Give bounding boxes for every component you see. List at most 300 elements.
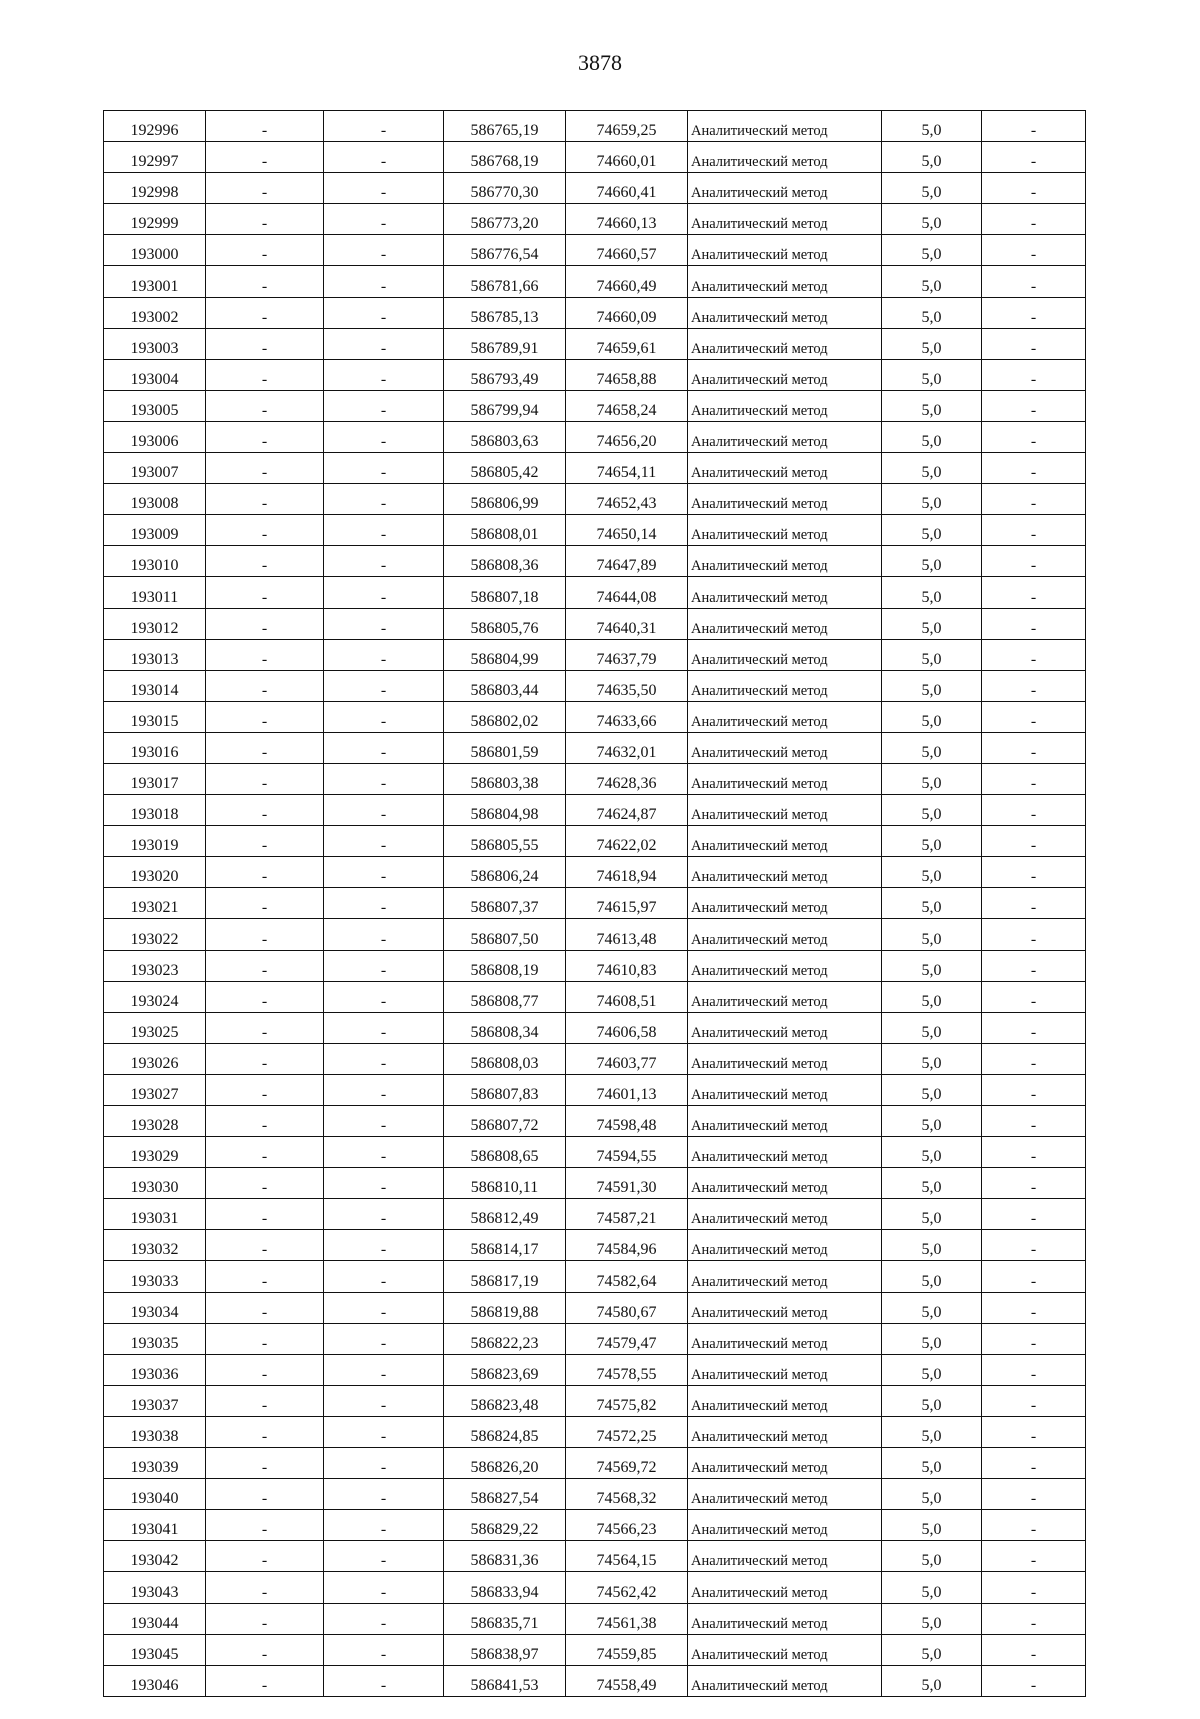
- empty-cell-1: -: [206, 1292, 324, 1323]
- method-cell: Аналитический метод: [688, 173, 882, 204]
- table-body: [104, 111, 1086, 1697]
- x-coordinate-cell: 586841,53: [444, 1665, 566, 1696]
- accuracy-cell: 5,0: [882, 670, 982, 701]
- empty-cell-3: -: [982, 1323, 1086, 1354]
- method-cell: Аналитический метод: [688, 235, 882, 266]
- y-coordinate-cell: 74558,49: [566, 1665, 688, 1696]
- empty-cell-2: -: [324, 1261, 444, 1292]
- empty-cell-3: -: [982, 1106, 1086, 1137]
- point-number-cell: 193045: [104, 1634, 206, 1665]
- y-coordinate-cell: 74660,49: [566, 266, 688, 297]
- table-row: [104, 1230, 1086, 1261]
- empty-cell-3: -: [982, 453, 1086, 484]
- empty-cell-2: -: [324, 919, 444, 950]
- method-cell: Аналитический метод: [688, 328, 882, 359]
- empty-cell-3: -: [982, 546, 1086, 577]
- method-cell: Аналитический метод: [688, 453, 882, 484]
- method-cell: Аналитический метод: [688, 484, 882, 515]
- table-row: [104, 981, 1086, 1012]
- method-cell: Аналитический метод: [688, 111, 882, 142]
- empty-cell-2: -: [324, 1074, 444, 1105]
- y-coordinate-cell: 74564,15: [566, 1541, 688, 1572]
- method-cell: Аналитический метод: [688, 857, 882, 888]
- accuracy-cell: 5,0: [882, 795, 982, 826]
- method-cell: Аналитический метод: [688, 701, 882, 732]
- table-row: [104, 857, 1086, 888]
- accuracy-cell: 5,0: [882, 328, 982, 359]
- table-row: [104, 204, 1086, 235]
- method-cell: Аналитический метод: [688, 732, 882, 763]
- method-cell: Аналитический метод: [688, 515, 882, 546]
- empty-cell-1: -: [206, 826, 324, 857]
- y-coordinate-cell: 74632,01: [566, 732, 688, 763]
- empty-cell-3: -: [982, 1261, 1086, 1292]
- y-coordinate-cell: 74582,64: [566, 1261, 688, 1292]
- method-cell: Аналитический метод: [688, 763, 882, 794]
- empty-cell-2: -: [324, 608, 444, 639]
- accuracy-cell: 5,0: [882, 981, 982, 1012]
- y-coordinate-cell: 74578,55: [566, 1354, 688, 1385]
- page-number: 3878: [578, 50, 622, 75]
- empty-cell-2: -: [324, 1323, 444, 1354]
- method-cell: Аналитический метод: [688, 1074, 882, 1105]
- empty-cell-1: -: [206, 1385, 324, 1416]
- method-cell: Аналитический метод: [688, 1572, 882, 1603]
- empty-cell-3: -: [982, 1665, 1086, 1696]
- method-cell: Аналитический метод: [688, 1541, 882, 1572]
- point-number-cell: 193014: [104, 670, 206, 701]
- accuracy-cell: 5,0: [882, 1603, 982, 1634]
- empty-cell-1: -: [206, 1634, 324, 1665]
- x-coordinate-cell: 586785,13: [444, 297, 566, 328]
- empty-cell-3: -: [982, 1634, 1086, 1665]
- method-cell: Аналитический метод: [688, 577, 882, 608]
- method-cell: Аналитический метод: [688, 1168, 882, 1199]
- empty-cell-3: -: [982, 297, 1086, 328]
- empty-cell-1: -: [206, 795, 324, 826]
- table-row: [104, 1634, 1086, 1665]
- table-row: [104, 795, 1086, 826]
- x-coordinate-cell: 586833,94: [444, 1572, 566, 1603]
- y-coordinate-cell: 74658,24: [566, 390, 688, 421]
- table-row: [104, 235, 1086, 266]
- empty-cell-1: -: [206, 111, 324, 142]
- empty-cell-1: -: [206, 732, 324, 763]
- y-coordinate-cell: 74652,43: [566, 484, 688, 515]
- table-row: [104, 1106, 1086, 1137]
- x-coordinate-cell: 586806,24: [444, 857, 566, 888]
- method-cell: Аналитический метод: [688, 359, 882, 390]
- empty-cell-1: -: [206, 1603, 324, 1634]
- empty-cell-2: -: [324, 1043, 444, 1074]
- method-cell: Аналитический метод: [688, 1323, 882, 1354]
- empty-cell-2: -: [324, 1541, 444, 1572]
- point-number-cell: 193006: [104, 421, 206, 452]
- table-row: [104, 173, 1086, 204]
- table-row: [104, 111, 1086, 142]
- accuracy-cell: 5,0: [882, 1292, 982, 1323]
- empty-cell-2: -: [324, 826, 444, 857]
- point-number-cell: 193002: [104, 297, 206, 328]
- empty-cell-2: -: [324, 1510, 444, 1541]
- accuracy-cell: 5,0: [882, 1323, 982, 1354]
- empty-cell-2: -: [324, 1354, 444, 1385]
- x-coordinate-cell: 586808,34: [444, 1012, 566, 1043]
- table-row: [104, 639, 1086, 670]
- empty-cell-3: -: [982, 421, 1086, 452]
- empty-cell-1: -: [206, 297, 324, 328]
- y-coordinate-cell: 74562,42: [566, 1572, 688, 1603]
- x-coordinate-cell: 586781,66: [444, 266, 566, 297]
- empty-cell-1: -: [206, 266, 324, 297]
- point-number-cell: 193046: [104, 1665, 206, 1696]
- empty-cell-1: -: [206, 453, 324, 484]
- method-cell: Аналитический метод: [688, 390, 882, 421]
- y-coordinate-cell: 74594,55: [566, 1137, 688, 1168]
- method-cell: Аналитический метод: [688, 1448, 882, 1479]
- x-coordinate-cell: 586835,71: [444, 1603, 566, 1634]
- empty-cell-1: -: [206, 919, 324, 950]
- empty-cell-2: -: [324, 1572, 444, 1603]
- empty-cell-2: -: [324, 857, 444, 888]
- empty-cell-3: -: [982, 1572, 1086, 1603]
- y-coordinate-cell: 74572,25: [566, 1416, 688, 1447]
- table-row: [104, 1354, 1086, 1385]
- empty-cell-1: -: [206, 484, 324, 515]
- y-coordinate-cell: 74606,58: [566, 1012, 688, 1043]
- x-coordinate-cell: 586793,49: [444, 359, 566, 390]
- y-coordinate-cell: 74587,21: [566, 1199, 688, 1230]
- x-coordinate-cell: 586776,54: [444, 235, 566, 266]
- table-row: [104, 919, 1086, 950]
- point-number-cell: 193008: [104, 484, 206, 515]
- table-row: [104, 359, 1086, 390]
- table-row: [104, 701, 1086, 732]
- x-coordinate-cell: 586819,88: [444, 1292, 566, 1323]
- method-cell: Аналитический метод: [688, 204, 882, 235]
- x-coordinate-cell: 586808,03: [444, 1043, 566, 1074]
- empty-cell-2: -: [324, 328, 444, 359]
- empty-cell-3: -: [982, 857, 1086, 888]
- table-row: [104, 763, 1086, 794]
- empty-cell-1: -: [206, 173, 324, 204]
- y-coordinate-cell: 74568,32: [566, 1479, 688, 1510]
- y-coordinate-cell: 74660,41: [566, 173, 688, 204]
- empty-cell-2: -: [324, 639, 444, 670]
- empty-cell-1: -: [206, 670, 324, 701]
- method-cell: Аналитический метод: [688, 1199, 882, 1230]
- empty-cell-2: -: [324, 484, 444, 515]
- accuracy-cell: 5,0: [882, 515, 982, 546]
- accuracy-cell: 5,0: [882, 1354, 982, 1385]
- empty-cell-3: -: [982, 1230, 1086, 1261]
- table-row: [104, 1385, 1086, 1416]
- empty-cell-1: -: [206, 390, 324, 421]
- empty-cell-2: -: [324, 359, 444, 390]
- x-coordinate-cell: 586807,72: [444, 1106, 566, 1137]
- accuracy-cell: 5,0: [882, 1199, 982, 1230]
- x-coordinate-cell: 586802,02: [444, 701, 566, 732]
- empty-cell-2: -: [324, 204, 444, 235]
- accuracy-cell: 5,0: [882, 266, 982, 297]
- x-coordinate-cell: 586807,18: [444, 577, 566, 608]
- empty-cell-1: -: [206, 421, 324, 452]
- empty-cell-2: -: [324, 515, 444, 546]
- method-cell: Аналитический метод: [688, 1479, 882, 1510]
- empty-cell-1: -: [206, 608, 324, 639]
- point-number-cell: 193036: [104, 1354, 206, 1385]
- empty-cell-3: -: [982, 142, 1086, 173]
- point-number-cell: 193019: [104, 826, 206, 857]
- x-coordinate-cell: 586803,63: [444, 421, 566, 452]
- empty-cell-2: -: [324, 1665, 444, 1696]
- table-row: [104, 390, 1086, 421]
- point-number-cell: 193024: [104, 981, 206, 1012]
- empty-cell-3: -: [982, 763, 1086, 794]
- table-row: [104, 484, 1086, 515]
- table-row: [104, 1541, 1086, 1572]
- x-coordinate-cell: 586831,36: [444, 1541, 566, 1572]
- method-cell: Аналитический метод: [688, 1137, 882, 1168]
- x-coordinate-cell: 586803,38: [444, 763, 566, 794]
- point-number-cell: 193012: [104, 608, 206, 639]
- point-number-cell: 193041: [104, 1510, 206, 1541]
- empty-cell-3: -: [982, 111, 1086, 142]
- x-coordinate-cell: 586806,99: [444, 484, 566, 515]
- y-coordinate-cell: 74659,25: [566, 111, 688, 142]
- empty-cell-3: -: [982, 515, 1086, 546]
- point-number-cell: 193004: [104, 359, 206, 390]
- point-number-cell: 193027: [104, 1074, 206, 1105]
- empty-cell-3: -: [982, 795, 1086, 826]
- table-row: [104, 1572, 1086, 1603]
- x-coordinate-cell: 586824,85: [444, 1416, 566, 1447]
- point-number-cell: 193015: [104, 701, 206, 732]
- point-number-cell: 193013: [104, 639, 206, 670]
- point-number-cell: 193000: [104, 235, 206, 266]
- empty-cell-1: -: [206, 888, 324, 919]
- table-row: [104, 1012, 1086, 1043]
- accuracy-cell: 5,0: [882, 297, 982, 328]
- table-row: [104, 453, 1086, 484]
- y-coordinate-cell: 74615,97: [566, 888, 688, 919]
- point-number-cell: 192996: [104, 111, 206, 142]
- y-coordinate-cell: 74659,61: [566, 328, 688, 359]
- empty-cell-3: -: [982, 235, 1086, 266]
- point-number-cell: 193023: [104, 950, 206, 981]
- accuracy-cell: 5,0: [882, 1261, 982, 1292]
- table-row: [104, 515, 1086, 546]
- empty-cell-2: -: [324, 173, 444, 204]
- y-coordinate-cell: 74598,48: [566, 1106, 688, 1137]
- point-number-cell: 193031: [104, 1199, 206, 1230]
- empty-cell-2: -: [324, 453, 444, 484]
- point-number-cell: 193018: [104, 795, 206, 826]
- empty-cell-1: -: [206, 235, 324, 266]
- method-cell: Аналитический метод: [688, 826, 882, 857]
- accuracy-cell: 5,0: [882, 763, 982, 794]
- method-cell: Аналитический метод: [688, 1292, 882, 1323]
- point-number-cell: 193033: [104, 1261, 206, 1292]
- y-coordinate-cell: 74618,94: [566, 857, 688, 888]
- empty-cell-1: -: [206, 1479, 324, 1510]
- y-coordinate-cell: 74650,14: [566, 515, 688, 546]
- x-coordinate-cell: 586799,94: [444, 390, 566, 421]
- point-number-cell: 192999: [104, 204, 206, 235]
- empty-cell-1: -: [206, 1168, 324, 1199]
- method-cell: Аналитический метод: [688, 1106, 882, 1137]
- y-coordinate-cell: 74656,20: [566, 421, 688, 452]
- accuracy-cell: 5,0: [882, 732, 982, 763]
- table-row: [104, 328, 1086, 359]
- empty-cell-1: -: [206, 142, 324, 173]
- empty-cell-1: -: [206, 328, 324, 359]
- empty-cell-3: -: [982, 701, 1086, 732]
- method-cell: Аналитический метод: [688, 1510, 882, 1541]
- table-row: [104, 421, 1086, 452]
- empty-cell-2: -: [324, 1385, 444, 1416]
- empty-cell-3: -: [982, 639, 1086, 670]
- point-number-cell: 193032: [104, 1230, 206, 1261]
- accuracy-cell: 5,0: [882, 1416, 982, 1447]
- empty-cell-1: -: [206, 1012, 324, 1043]
- empty-cell-3: -: [982, 1199, 1086, 1230]
- empty-cell-3: -: [982, 1043, 1086, 1074]
- x-coordinate-cell: 586808,77: [444, 981, 566, 1012]
- empty-cell-2: -: [324, 577, 444, 608]
- y-coordinate-cell: 74622,02: [566, 826, 688, 857]
- y-coordinate-cell: 74575,82: [566, 1385, 688, 1416]
- empty-cell-3: -: [982, 390, 1086, 421]
- y-coordinate-cell: 74610,83: [566, 950, 688, 981]
- method-cell: Аналитический метод: [688, 142, 882, 173]
- empty-cell-1: -: [206, 1261, 324, 1292]
- empty-cell-3: -: [982, 670, 1086, 701]
- accuracy-cell: 5,0: [882, 1572, 982, 1603]
- empty-cell-2: -: [324, 111, 444, 142]
- accuracy-cell: 5,0: [882, 1137, 982, 1168]
- y-coordinate-cell: 74601,13: [566, 1074, 688, 1105]
- y-coordinate-cell: 74580,67: [566, 1292, 688, 1323]
- method-cell: Аналитический метод: [688, 1043, 882, 1074]
- empty-cell-1: -: [206, 1448, 324, 1479]
- point-number-cell: 193042: [104, 1541, 206, 1572]
- point-number-cell: 193043: [104, 1572, 206, 1603]
- empty-cell-1: -: [206, 1354, 324, 1385]
- point-number-cell: 193022: [104, 919, 206, 950]
- empty-cell-3: -: [982, 1385, 1086, 1416]
- y-coordinate-cell: 74613,48: [566, 919, 688, 950]
- table-row: [104, 1665, 1086, 1696]
- x-coordinate-cell: 586822,23: [444, 1323, 566, 1354]
- y-coordinate-cell: 74647,89: [566, 546, 688, 577]
- x-coordinate-cell: 586765,19: [444, 111, 566, 142]
- empty-cell-1: -: [206, 204, 324, 235]
- empty-cell-3: -: [982, 826, 1086, 857]
- point-number-cell: 193017: [104, 763, 206, 794]
- accuracy-cell: 5,0: [882, 1168, 982, 1199]
- empty-cell-3: -: [982, 1354, 1086, 1385]
- table-row: [104, 1199, 1086, 1230]
- table-row: [104, 577, 1086, 608]
- accuracy-cell: 5,0: [882, 453, 982, 484]
- empty-cell-2: -: [324, 546, 444, 577]
- y-coordinate-cell: 74633,66: [566, 701, 688, 732]
- table-row: [104, 297, 1086, 328]
- x-coordinate-cell: 586810,11: [444, 1168, 566, 1199]
- empty-cell-3: -: [982, 1012, 1086, 1043]
- method-cell: Аналитический метод: [688, 888, 882, 919]
- y-coordinate-cell: 74569,72: [566, 1448, 688, 1479]
- point-number-cell: 193039: [104, 1448, 206, 1479]
- accuracy-cell: 5,0: [882, 826, 982, 857]
- empty-cell-2: -: [324, 266, 444, 297]
- point-number-cell: 193038: [104, 1416, 206, 1447]
- point-number-cell: 193037: [104, 1385, 206, 1416]
- accuracy-cell: 5,0: [882, 1479, 982, 1510]
- empty-cell-2: -: [324, 670, 444, 701]
- point-number-cell: 192997: [104, 142, 206, 173]
- point-number-cell: 193011: [104, 577, 206, 608]
- x-coordinate-cell: 586805,55: [444, 826, 566, 857]
- empty-cell-2: -: [324, 1137, 444, 1168]
- accuracy-cell: 5,0: [882, 235, 982, 266]
- table-row: [104, 670, 1086, 701]
- table-row: [104, 950, 1086, 981]
- empty-cell-3: -: [982, 1603, 1086, 1634]
- y-coordinate-cell: 74640,31: [566, 608, 688, 639]
- accuracy-cell: 5,0: [882, 577, 982, 608]
- accuracy-cell: 5,0: [882, 1448, 982, 1479]
- table-row: [104, 1043, 1086, 1074]
- method-cell: Аналитический метод: [688, 795, 882, 826]
- accuracy-cell: 5,0: [882, 1510, 982, 1541]
- y-coordinate-cell: 74624,87: [566, 795, 688, 826]
- x-coordinate-cell: 586812,49: [444, 1199, 566, 1230]
- y-coordinate-cell: 74658,88: [566, 359, 688, 390]
- empty-cell-3: -: [982, 888, 1086, 919]
- empty-cell-3: -: [982, 1448, 1086, 1479]
- empty-cell-1: -: [206, 1510, 324, 1541]
- empty-cell-1: -: [206, 1572, 324, 1603]
- method-cell: Аналитический метод: [688, 1603, 882, 1634]
- y-coordinate-cell: 74559,85: [566, 1634, 688, 1665]
- empty-cell-1: -: [206, 1137, 324, 1168]
- empty-cell-2: -: [324, 421, 444, 452]
- empty-cell-3: -: [982, 1416, 1086, 1447]
- empty-cell-2: -: [324, 981, 444, 1012]
- empty-cell-1: -: [206, 1323, 324, 1354]
- y-coordinate-cell: 74660,13: [566, 204, 688, 235]
- x-coordinate-cell: 586838,97: [444, 1634, 566, 1665]
- empty-cell-3: -: [982, 1074, 1086, 1105]
- empty-cell-1: -: [206, 1199, 324, 1230]
- accuracy-cell: 5,0: [882, 919, 982, 950]
- accuracy-cell: 5,0: [882, 950, 982, 981]
- point-number-cell: 192998: [104, 173, 206, 204]
- method-cell: Аналитический метод: [688, 1665, 882, 1696]
- x-coordinate-cell: 586807,83: [444, 1074, 566, 1105]
- empty-cell-2: -: [324, 1634, 444, 1665]
- point-number-cell: 193005: [104, 390, 206, 421]
- x-coordinate-cell: 586801,59: [444, 732, 566, 763]
- accuracy-cell: 5,0: [882, 142, 982, 173]
- accuracy-cell: 5,0: [882, 701, 982, 732]
- empty-cell-1: -: [206, 1665, 324, 1696]
- accuracy-cell: 5,0: [882, 1385, 982, 1416]
- empty-cell-3: -: [982, 1510, 1086, 1541]
- method-cell: Аналитический метод: [688, 1012, 882, 1043]
